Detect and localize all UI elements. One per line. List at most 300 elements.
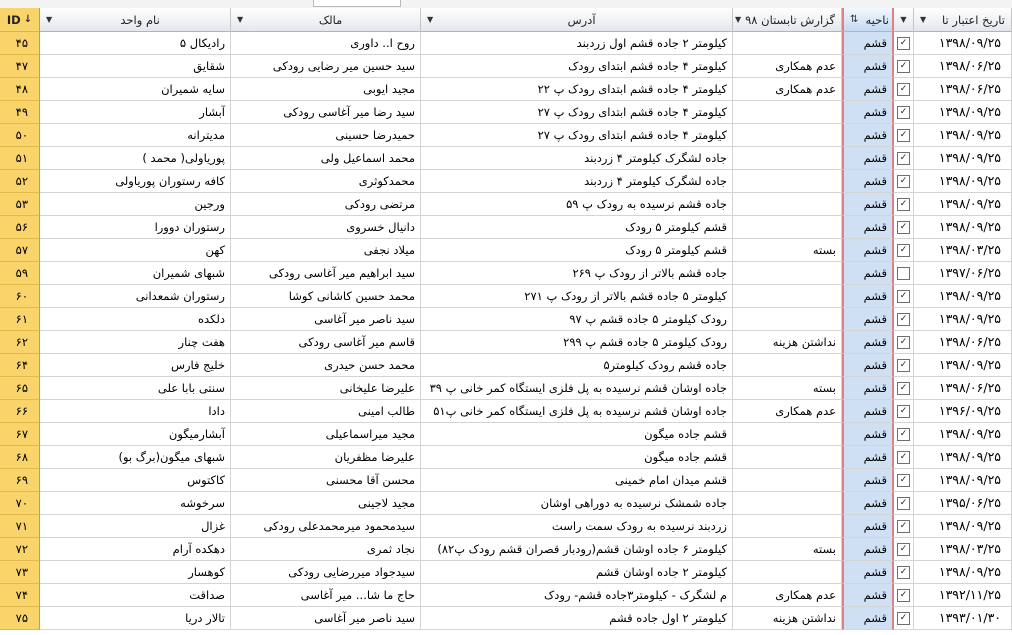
cell-id[interactable] [0, 262, 40, 285]
checkbox[interactable]: ✓ [897, 405, 910, 418]
table-row[interactable] [0, 262, 1012, 285]
cell-active[interactable] [894, 216, 914, 239]
cell-date[interactable]: ۱۳۹۸/۰۹/۲۵ [914, 446, 1012, 469]
cell-region[interactable]: قشم [842, 354, 894, 377]
sort-ascending-icon[interactable]: ⇅ [850, 14, 859, 25]
cell-region[interactable]: قشم [842, 584, 894, 607]
cell-owner[interactable]: سیدجواد میررضایی رودکی [231, 561, 421, 584]
cell-address[interactable]: کیلومتر ۲ اول جاده قشم [421, 607, 733, 630]
cell-owner[interactable]: سیدمحمود میرمحمدعلی رودکی [231, 515, 421, 538]
cell-region[interactable]: قشم [842, 469, 894, 492]
dropdown-arrow-icon[interactable]: ▼ [920, 15, 927, 24]
cell-unit[interactable]: رستوران دوورا [40, 216, 231, 239]
cell-unit[interactable]: کاکتوس [40, 469, 231, 492]
datasheet-table [0, 8, 1012, 635]
cell-active[interactable] [894, 400, 914, 423]
cell-region[interactable]: قشم [842, 262, 894, 285]
column-header-unit[interactable] [40, 8, 231, 32]
cell-owner[interactable]: دانیال خسروی [231, 216, 421, 239]
cell-report[interactable] [733, 216, 842, 239]
checkbox[interactable]: ✓ [897, 612, 910, 625]
cell-report[interactable] [733, 32, 842, 55]
cell-unit[interactable]: دادا [40, 400, 231, 423]
cell-owner[interactable]: میلاد نجفی [231, 239, 421, 262]
cell-address[interactable]: کیلومتر ۵ جاده قشم بالاتر از رودک پ ۲۷۱ [421, 285, 733, 308]
cell-address[interactable]: کیلومتر ۴ جاده قشم ابتدای رودک پ ۲۲ [421, 78, 733, 101]
cell-date[interactable]: ۱۳۹۸/۰۹/۲۵ [914, 515, 1012, 538]
checkbox[interactable]: ✓ [897, 198, 910, 211]
cell-date[interactable]: ۱۳۹۲/۱۱/۲۵ [914, 584, 1012, 607]
column-header-region[interactable] [842, 8, 894, 32]
cell-id[interactable] [0, 285, 40, 308]
cell-report[interactable]: عدم همکاری [733, 584, 842, 607]
cell-owner[interactable]: سید رضا میر آغاسی رودکی [231, 101, 421, 124]
cell-address[interactable]: کیلومتر ۲ جاده اوشان قشم [421, 561, 733, 584]
cell-active[interactable] [894, 584, 914, 607]
cell-owner[interactable]: مجید میراسماعیلی [231, 423, 421, 446]
table-row[interactable] [0, 32, 1012, 55]
cell-owner[interactable]: قاسم میر آغاسی رودکی [231, 331, 421, 354]
cell-report[interactable]: بسته [733, 538, 842, 561]
cell-region[interactable]: قشم [842, 400, 894, 423]
cell-owner[interactable]: محمدکوثری [231, 170, 421, 193]
cell-unit[interactable]: شبهای میگون(برگ بو) [40, 446, 231, 469]
cell-active[interactable] [894, 124, 914, 147]
cell-active[interactable] [894, 101, 914, 124]
cell-report[interactable]: عدم همکاری [733, 55, 842, 78]
cell-date[interactable]: ۱۳۹۸/۰۹/۲۵ [914, 32, 1012, 55]
dropdown-arrow-icon[interactable]: ▼ [46, 15, 53, 24]
cell-date[interactable]: ۱۳۹۸/۰۹/۲۵ [914, 216, 1012, 239]
cell-active[interactable] [894, 538, 914, 561]
table-row[interactable] [0, 423, 1012, 446]
column-header-owner-label: مالک [318, 12, 343, 27]
checkbox[interactable]: ✓ [897, 543, 910, 556]
cell-date[interactable]: ۱۳۹۶/۰۹/۲۵ [914, 400, 1012, 423]
cell-address[interactable]: کیلومتر ۴ جاده قشم ابتدای رودک پ ۲۷ [421, 101, 733, 124]
checkbox[interactable]: ✓ [897, 152, 910, 165]
cell-id[interactable] [0, 515, 40, 538]
cell-address[interactable]: جاده قشم نرسیده به رودک پ ۵۹ [421, 193, 733, 216]
table-row[interactable] [0, 101, 1012, 124]
id-value: ۵۶ [15, 220, 28, 234]
cell-region[interactable]: قشم [842, 538, 894, 561]
cell-active[interactable] [894, 377, 914, 400]
cell-date[interactable]: ۱۳۹۸/۰۹/۲۵ [914, 124, 1012, 147]
cell-unit[interactable]: خلیج فارس [40, 354, 231, 377]
cell-address[interactable]: زردبند نرسیده به رودک سمت راست [421, 515, 733, 538]
cell-region[interactable]: قشم [842, 32, 894, 55]
cell-report[interactable]: عدم همکاری [733, 400, 842, 423]
id-value: ۴۷ [15, 59, 28, 73]
cell-unit[interactable]: آبشارمیگون [40, 423, 231, 446]
table-row[interactable] [0, 561, 1012, 584]
cell-id[interactable] [0, 32, 40, 55]
cell-unit[interactable]: دهکده آرام [40, 538, 231, 561]
table-row[interactable] [0, 124, 1012, 147]
id-value: ۶۱ [15, 312, 28, 326]
table-row[interactable] [0, 308, 1012, 331]
cell-region[interactable]: قشم [842, 101, 894, 124]
cell-report[interactable] [733, 515, 842, 538]
cell-active[interactable] [894, 239, 914, 262]
cell-unit[interactable]: کهن [40, 239, 231, 262]
cell-owner[interactable]: حاج ما شا... میر آغاسی [231, 584, 421, 607]
table-row[interactable] [0, 377, 1012, 400]
dropdown-arrow-icon[interactable]: ▼ [900, 15, 907, 24]
cell-date[interactable]: ۱۳۹۸/۰۶/۲۵ [914, 78, 1012, 101]
cell-unit[interactable]: رستوران شمعدانی [40, 285, 231, 308]
cell-owner[interactable]: محمد حسین کاشانی کوشا [231, 285, 421, 308]
cell-id[interactable] [0, 193, 40, 216]
cell-owner[interactable]: مرتضی رودکی [231, 193, 421, 216]
cell-date[interactable]: ۱۳۹۸/۰۹/۲۵ [914, 101, 1012, 124]
checkbox[interactable]: ✓ [897, 106, 910, 119]
id-value: ۵۲ [15, 174, 28, 188]
table-header-row [0, 8, 1012, 32]
id-value: ۵۷ [15, 243, 28, 257]
cell-unit[interactable]: سرخوشه [40, 492, 231, 515]
table-row[interactable] [0, 193, 1012, 216]
column-header-report[interactable] [733, 8, 842, 32]
cell-owner[interactable]: علیرضا مظفریان [231, 446, 421, 469]
cell-active[interactable] [894, 423, 914, 446]
table-row[interactable] [0, 400, 1012, 423]
cell-region[interactable]: قشم [842, 607, 894, 630]
cell-id[interactable] [0, 354, 40, 377]
cell-owner[interactable]: محسن آقا محسنی [231, 469, 421, 492]
cell-active[interactable] [894, 55, 914, 78]
cell-date[interactable]: ۱۳۹۸/۰۹/۲۵ [914, 354, 1012, 377]
cell-unit[interactable]: پوریاولی( محمد ) [40, 147, 231, 170]
checkbox[interactable]: ✓ [897, 382, 910, 395]
cell-id[interactable] [0, 124, 40, 147]
cell-id[interactable] [0, 170, 40, 193]
cell-report[interactable] [733, 124, 842, 147]
cell-active[interactable] [894, 515, 914, 538]
cell-date[interactable]: ۱۳۹۸/۰۹/۲۵ [914, 469, 1012, 492]
cell-id[interactable] [0, 446, 40, 469]
cell-unit[interactable]: شقایق [40, 55, 231, 78]
cell-region[interactable]: قشم [842, 331, 894, 354]
checkbox[interactable]: ✓ [897, 589, 910, 602]
checkbox[interactable]: ✓ [897, 451, 910, 464]
filter-box[interactable] [313, 0, 401, 7]
cell-report[interactable] [733, 170, 842, 193]
cell-region[interactable]: قشم [842, 308, 894, 331]
cell-active[interactable] [894, 469, 914, 492]
id-value: ۷۰ [15, 496, 28, 510]
cell-date[interactable]: ۱۳۹۸/۰۶/۲۵ [914, 55, 1012, 78]
dropdown-arrow-icon[interactable]: ▼ [427, 15, 434, 24]
table-row[interactable] [0, 515, 1012, 538]
cell-address[interactable]: کیلومتر ۴ جاده قشم ابتدای رودک [421, 55, 733, 78]
cell-active[interactable] [894, 607, 914, 630]
cell-active[interactable] [894, 331, 914, 354]
cell-region[interactable]: قشم [842, 515, 894, 538]
id-value: ۷۲ [15, 542, 28, 556]
cell-id[interactable] [0, 469, 40, 492]
checkbox[interactable]: ✓ [897, 290, 910, 303]
cell-date[interactable]: ۱۳۹۸/۰۹/۲۵ [914, 308, 1012, 331]
cell-date[interactable]: ۱۳۹۸/۰۳/۲۵ [914, 239, 1012, 262]
cell-unit[interactable]: مدیترانه [40, 124, 231, 147]
cell-address[interactable]: جاده قشم بالاتر از رودک پ ۲۶۹ [421, 262, 733, 285]
checkbox[interactable]: ✓ [897, 359, 910, 372]
checkbox[interactable] [897, 267, 910, 280]
cell-owner[interactable]: نجاد ثمری [231, 538, 421, 561]
checkbox[interactable]: ✓ [897, 221, 910, 234]
cell-unit[interactable]: کوهسار [40, 561, 231, 584]
cell-unit[interactable]: کافه رستوران پوریاولی [40, 170, 231, 193]
checkbox[interactable]: ✓ [897, 244, 910, 257]
cell-report[interactable] [733, 147, 842, 170]
table-row[interactable] [0, 147, 1012, 170]
cell-region[interactable]: قشم [842, 239, 894, 262]
cell-active[interactable] [894, 561, 914, 584]
cell-address[interactable]: جاده اوشان قشم نرسیده به پل فلزی ایستگاه کمر خانی پ ۳۹ [421, 377, 733, 400]
cell-report[interactable]: نداشتن هزینه [733, 331, 842, 354]
column-header-address[interactable] [421, 8, 733, 32]
cell-unit[interactable]: شبهای شمیران [40, 262, 231, 285]
cell-date[interactable]: ۱۳۹۳/۰۱/۳۰ [914, 607, 1012, 630]
cell-address[interactable]: کیلومتر ۲ جاده قشم اول زردبند [421, 32, 733, 55]
cell-owner[interactable]: محمد اسماعیل ولی [231, 147, 421, 170]
table-row[interactable] [0, 446, 1012, 469]
cell-id[interactable] [0, 78, 40, 101]
checkbox[interactable]: ✓ [897, 129, 910, 142]
cell-unit[interactable]: صداقت [40, 584, 231, 607]
cell-date[interactable]: ۱۳۹۸/۰۶/۲۵ [914, 331, 1012, 354]
cell-report[interactable] [733, 354, 842, 377]
cell-owner[interactable]: سید ابراهیم میر آغاسی رودکی [231, 262, 421, 285]
checkbox[interactable]: ✓ [897, 520, 910, 533]
cell-address[interactable]: جاده شمشک نرسیده به دوراهی اوشان [421, 492, 733, 515]
id-value: ۴۹ [15, 105, 28, 119]
cell-owner[interactable]: سید ناصر میر آغاسی [231, 607, 421, 630]
id-value: ۵۰ [15, 128, 28, 142]
cell-owner[interactable]: روح ا.. داوری [231, 32, 421, 55]
cell-region[interactable]: قشم [842, 423, 894, 446]
cell-id[interactable] [0, 308, 40, 331]
cell-report[interactable]: بسته [733, 377, 842, 400]
table-row[interactable] [0, 607, 1012, 630]
cell-id[interactable] [0, 331, 40, 354]
checkbox[interactable]: ✓ [897, 83, 910, 96]
cell-report[interactable] [733, 262, 842, 285]
column-header-region-label: ناحیه [865, 12, 889, 27]
cell-unit[interactable]: تالار دریا [40, 607, 231, 630]
cell-address[interactable]: جاده قشم رودک کیلومتر۵ [421, 354, 733, 377]
id-value: ۶۰ [15, 289, 28, 303]
column-header-id[interactable] [0, 8, 40, 32]
table-row[interactable] [0, 170, 1012, 193]
cell-region[interactable]: قشم [842, 55, 894, 78]
checkbox[interactable]: ✓ [897, 175, 910, 188]
cell-id[interactable] [0, 55, 40, 78]
checkbox[interactable]: ✓ [897, 37, 910, 50]
cell-active[interactable] [894, 170, 914, 193]
cell-id[interactable] [0, 561, 40, 584]
table-row[interactable] [0, 469, 1012, 492]
checkbox[interactable]: ✓ [897, 474, 910, 487]
column-header-owner[interactable] [231, 8, 421, 32]
cell-date[interactable]: ۱۳۹۸/۰۹/۲۵ [914, 170, 1012, 193]
cell-date[interactable]: ۱۳۹۸/۰۹/۲۵ [914, 285, 1012, 308]
cell-date[interactable]: ۱۳۹۸/۰۹/۲۵ [914, 147, 1012, 170]
cell-report[interactable] [733, 561, 842, 584]
cell-active[interactable] [894, 262, 914, 285]
cell-region[interactable]: قشم [842, 216, 894, 239]
cell-owner[interactable]: مجید لاجینی [231, 492, 421, 515]
cell-region[interactable]: قشم [842, 561, 894, 584]
cell-id[interactable] [0, 423, 40, 446]
checkbox[interactable]: ✓ [897, 313, 910, 326]
cell-unit[interactable]: غزال [40, 515, 231, 538]
cell-owner[interactable]: طالب امینی [231, 400, 421, 423]
column-header-unit-label: نام واحد [120, 12, 160, 27]
cell-date[interactable]: ۱۳۹۸/۰۹/۲۵ [914, 193, 1012, 216]
cell-id[interactable] [0, 377, 40, 400]
cell-region[interactable]: قشم [842, 170, 894, 193]
cell-id[interactable] [0, 101, 40, 124]
cell-active[interactable] [894, 308, 914, 331]
cell-report[interactable] [733, 308, 842, 331]
cell-address[interactable]: کیلومتر ۶ جاده اوشان قشم(رودبار قصران قشم رودک پ۸۲) [421, 538, 733, 561]
dropdown-arrow-icon[interactable]: ▼ [734, 15, 742, 24]
cell-owner[interactable]: محمد حسن حیدری [231, 354, 421, 377]
table-row[interactable] [0, 584, 1012, 607]
table-row[interactable] [0, 239, 1012, 262]
cell-report[interactable] [733, 193, 842, 216]
cell-report[interactable] [733, 446, 842, 469]
cell-region[interactable]: قشم [842, 377, 894, 400]
cell-owner[interactable]: سید حسین میر رضایی رودکی [231, 55, 421, 78]
dropdown-arrow-icon[interactable]: ▼ [237, 15, 244, 24]
cell-date[interactable]: ۱۳۹۸/۰۶/۲۵ [914, 377, 1012, 400]
cell-address[interactable]: جاده لشگرک کیلومتر ۴ زردبند [421, 147, 733, 170]
cell-report[interactable]: نداشتن هزینه [733, 607, 842, 630]
cell-unit[interactable]: آبشار [40, 101, 231, 124]
cell-id[interactable] [0, 239, 40, 262]
cell-region[interactable]: قشم [842, 285, 894, 308]
cell-region[interactable]: قشم [842, 193, 894, 216]
cell-id[interactable] [0, 147, 40, 170]
cell-active[interactable] [894, 285, 914, 308]
cell-active[interactable] [894, 193, 914, 216]
cell-id[interactable] [0, 216, 40, 239]
cell-date[interactable]: ۱۳۹۵/۰۶/۲۵ [914, 492, 1012, 515]
cell-active[interactable] [894, 78, 914, 101]
cell-active[interactable] [894, 147, 914, 170]
column-header-date-label: تاریخ اعتبار تا [942, 12, 1005, 27]
cell-unit[interactable]: هفت چنار [40, 331, 231, 354]
cell-report[interactable]: عدم همکاری [733, 78, 842, 101]
cell-address[interactable]: قشم کیلومتر ۵ رودک [421, 216, 733, 239]
cell-active[interactable] [894, 446, 914, 469]
table-row[interactable] [0, 55, 1012, 78]
id-value: ۶۷ [15, 427, 28, 441]
cell-region[interactable]: قشم [842, 492, 894, 515]
cell-report[interactable]: بسته [733, 239, 842, 262]
cell-id[interactable] [0, 607, 40, 630]
cell-region[interactable]: قشم [842, 78, 894, 101]
cell-unit[interactable]: رادیکال ۵ [40, 32, 231, 55]
cell-address[interactable]: جاده لشگرک کیلومتر ۴ زردبند [421, 170, 733, 193]
cell-report[interactable] [733, 492, 842, 515]
id-value: ۶۵ [15, 381, 28, 395]
cell-unit[interactable]: سایه شمیران [40, 78, 231, 101]
cell-region[interactable]: قشم [842, 446, 894, 469]
cell-active[interactable] [894, 32, 914, 55]
column-header-active[interactable] [894, 8, 914, 32]
cell-id[interactable] [0, 492, 40, 515]
cell-address[interactable]: قشم کیلومتر ۵ رودک [421, 239, 733, 262]
cell-unit[interactable]: دلکده [40, 308, 231, 331]
checkbox[interactable]: ✓ [897, 336, 910, 349]
sort-ascending-icon[interactable]: ↓ [23, 14, 33, 25]
id-value: ۶۴ [15, 358, 28, 372]
id-value: ۶۹ [15, 473, 28, 487]
cell-report[interactable] [733, 469, 842, 492]
cell-unit[interactable]: سنتی بابا علی [40, 377, 231, 400]
id-value: ۴۵ [15, 36, 28, 50]
table-row[interactable] [0, 78, 1012, 101]
cell-region[interactable]: قشم [842, 147, 894, 170]
cell-report[interactable] [733, 285, 842, 308]
cell-active[interactable] [894, 354, 914, 377]
cell-address[interactable]: قشم میدان امام خمینی [421, 469, 733, 492]
table-row[interactable] [0, 354, 1012, 377]
cell-address[interactable]: کیلومتر ۴ جاده قشم ابتدای رودک پ ۲۷ [421, 124, 733, 147]
table-row[interactable] [0, 216, 1012, 239]
cell-date[interactable]: ۱۳۹۸/۰۳/۲۵ [914, 538, 1012, 561]
cell-address[interactable]: قشم جاده میگون [421, 446, 733, 469]
cell-owner[interactable]: حمیدرضا حسینی [231, 124, 421, 147]
cell-owner[interactable]: سید ناصر میر آغاسی [231, 308, 421, 331]
cell-region[interactable]: قشم [842, 124, 894, 147]
cell-address[interactable]: قشم جاده میگون [421, 423, 733, 446]
table-row[interactable] [0, 331, 1012, 354]
cell-address[interactable]: م لشگرک - کیلومتر۳جاده قشم- رودک [421, 584, 733, 607]
cell-id[interactable] [0, 584, 40, 607]
column-header-date[interactable] [914, 8, 1012, 32]
cell-owner[interactable]: علیرضا علیخانی [231, 377, 421, 400]
table-row[interactable] [0, 538, 1012, 561]
table-row[interactable] [0, 285, 1012, 308]
cell-unit[interactable]: ورجین [40, 193, 231, 216]
cell-date[interactable]: ۱۳۹۸/۰۹/۲۵ [914, 423, 1012, 446]
cell-id[interactable] [0, 538, 40, 561]
cell-address[interactable]: رودک کیلومتر ۵ جاده قشم پ ۲۹۹ [421, 331, 733, 354]
cell-address[interactable]: جاده اوشان قشم نرسیده به پل فلزی ایستگاه کمر خانی پ۵۱ [421, 400, 733, 423]
cell-date[interactable]: ۱۳۹۸/۰۹/۲۵ [914, 561, 1012, 584]
id-value: ۶۸ [15, 450, 28, 464]
checkbox[interactable]: ✓ [897, 566, 910, 579]
cell-date[interactable]: ۱۳۹۷/۰۶/۲۵ [914, 262, 1012, 285]
column-header-report-label: گزارش تابستان ۹۸ [745, 12, 835, 27]
cell-active[interactable] [894, 492, 914, 515]
cell-report[interactable] [733, 423, 842, 446]
cell-owner[interactable]: مجید ایوبی [231, 78, 421, 101]
checkbox[interactable]: ✓ [897, 497, 910, 510]
table-row[interactable] [0, 492, 1012, 515]
checkbox[interactable]: ✓ [897, 60, 910, 73]
checkbox[interactable]: ✓ [897, 428, 910, 441]
cell-report[interactable] [733, 101, 842, 124]
cell-address[interactable]: رودک کیلومتر ۵ جاده قشم پ ۹۷ [421, 308, 733, 331]
cell-id[interactable] [0, 400, 40, 423]
